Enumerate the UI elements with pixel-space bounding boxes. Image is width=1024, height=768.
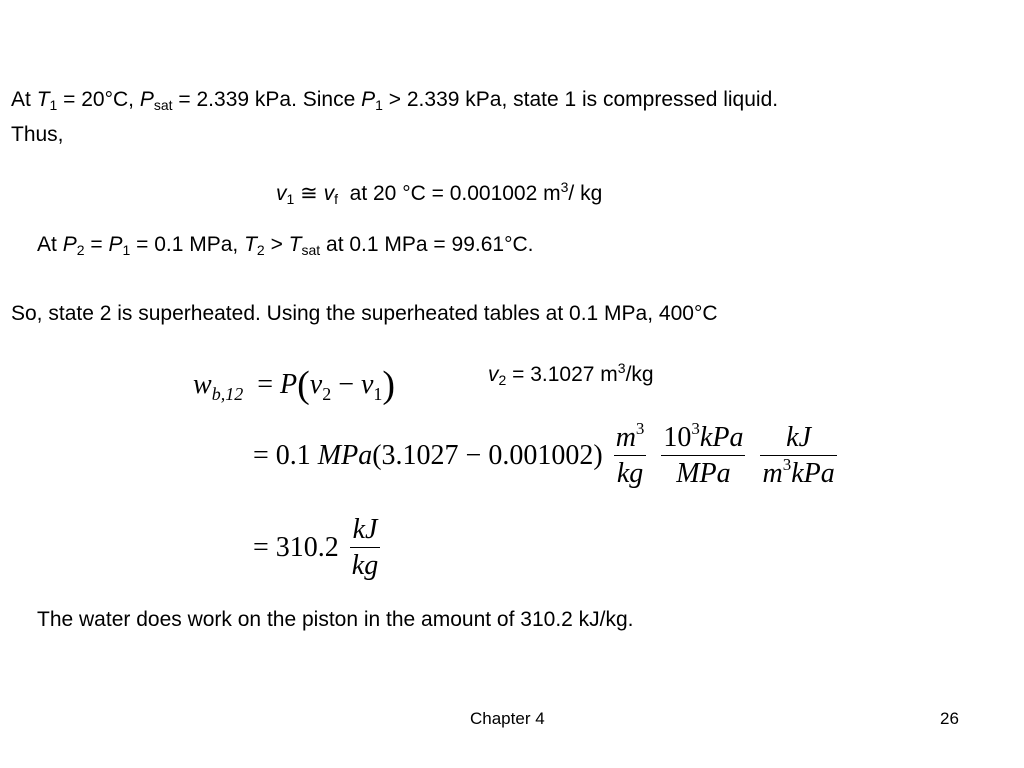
subscript: 1 <box>286 191 295 207</box>
symbol-v: v <box>488 363 499 386</box>
text: / kg <box>568 182 603 205</box>
symbol-P: P <box>62 233 77 256</box>
footer-page-number: 26 <box>940 709 959 728</box>
text: = <box>90 233 103 256</box>
symbol-w: w <box>193 369 212 400</box>
footer-chapter: Chapter 4 <box>470 709 545 728</box>
superheated-line: So, state 2 is superheated. Using the superheated tables at 0.1 MPa, 400°C <box>11 302 718 325</box>
symbol-P: P <box>361 88 376 111</box>
boundary-work-result <box>253 516 384 580</box>
text: at 0.1 MPa = 99.61°C. <box>326 233 534 256</box>
intro-paragraph-line-2: Thus, <box>11 123 64 146</box>
text: > 2.339 kPa, state 1 is compressed liquid. <box>388 88 779 111</box>
symbol-P: P <box>108 233 123 256</box>
symbol-P: P <box>279 369 298 400</box>
fraction-kj-per-kg: $\frac{kJ}{kg}$ <box>351 514 379 581</box>
symbol-P: P <box>139 88 154 111</box>
boundary-work-equation-line-1 <box>193 366 395 404</box>
text: = 20°C, <box>63 88 135 111</box>
specific-volume-line <box>276 181 602 206</box>
superscript: 3 <box>617 360 626 376</box>
subscript: 1 <box>373 384 383 404</box>
text: at 20 °C = 0.001002 m <box>349 182 561 205</box>
text: = 0.1 MPa, <box>136 233 239 256</box>
subscript: 2 <box>322 384 332 404</box>
approx-symbol: ≅ <box>300 182 318 205</box>
unit-mpa: MPa <box>317 440 373 471</box>
symbol-v: v <box>323 182 335 205</box>
open-paren: ( <box>297 364 310 406</box>
subscript: sat <box>153 97 173 113</box>
text: At <box>11 88 31 111</box>
subscript: 1 <box>375 97 383 113</box>
text: = 3.1027 m <box>512 363 618 386</box>
subscript: sat <box>301 242 321 258</box>
subscript: 1 <box>122 242 131 258</box>
symbol-v: v <box>360 369 374 400</box>
fraction-kpa-per-mpa: $\frac{10^3kPa}{\text{MPa}}$ <box>663 419 744 489</box>
fraction-m3-per-kg: $\frac{m^3}{kg}$ <box>615 419 645 489</box>
close-paren: ) <box>382 364 396 406</box>
conclusion-line: The water does work on the piston in the amount of 310.2 kJ/kg. <box>37 608 634 631</box>
symbol-T: T <box>288 233 302 256</box>
symbol-v: v <box>276 182 287 205</box>
minus: − <box>338 369 354 400</box>
subscript: b,12 <box>211 384 244 404</box>
text: > <box>270 233 283 256</box>
symbol-T: T <box>244 233 257 256</box>
subscript: 2 <box>256 242 265 258</box>
state2-line <box>37 232 533 257</box>
text: = 310.2 <box>253 532 339 563</box>
superscript: 3 <box>560 179 569 195</box>
text: = 0.1 <box>253 440 311 471</box>
text: /kg <box>625 363 654 386</box>
intro-paragraph-line-1 <box>11 87 778 112</box>
subscript: 2 <box>76 242 85 258</box>
subscript: 2 <box>498 372 507 388</box>
equals: = <box>257 369 273 400</box>
symbol-v: v <box>309 369 323 400</box>
text: At <box>37 233 57 256</box>
subscript: 1 <box>49 97 58 113</box>
text: = 2.339 kPa. Since <box>178 88 356 111</box>
v2-value-line <box>488 362 654 387</box>
fraction-kj-per-m3kpa: $\frac{kJ}{m^3kPa}$ <box>762 422 835 489</box>
symbol-T: T <box>36 88 50 111</box>
text: (3.1027 − 0.001002) <box>372 440 603 471</box>
boundary-work-equation-line-2 <box>253 419 841 489</box>
subscript: f <box>334 191 338 207</box>
